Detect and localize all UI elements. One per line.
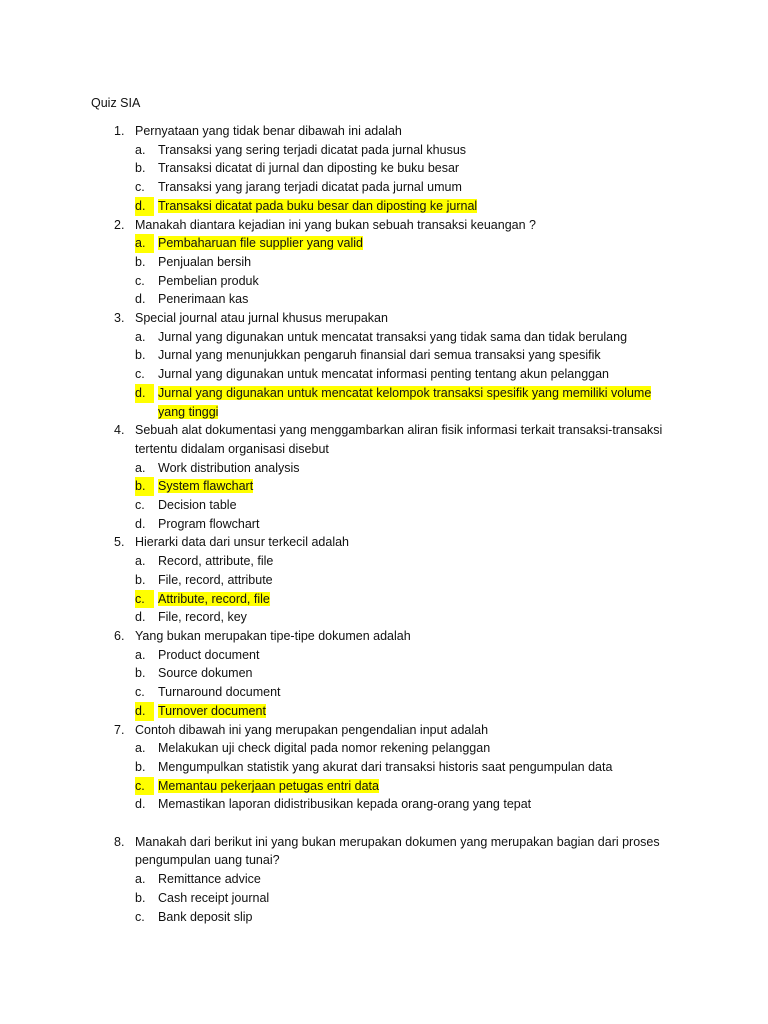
answer-option [0, 159, 768, 178]
question-number: 6. [114, 628, 125, 643]
option-text: Transaksi yang jarang terjadi dicatat pada jurnal umum [158, 180, 462, 195]
option-letter: b. [135, 666, 146, 681]
answer-option [0, 646, 768, 665]
question-text: Hierarki data dari unsur terkecil adalah [135, 535, 349, 550]
option-text: File, record, attribute [158, 572, 273, 587]
question-text: Manakah dari berikut ini yang bukan merupakan dokumen yang merupakan bagian dari proses pengumpulan uang tunai? [135, 834, 660, 868]
option-text: Memantau pekerjaan petugas entri data [158, 778, 379, 793]
option-letter: c. [135, 590, 154, 609]
option-text: Pembaharuan file supplier yang valid [158, 236, 363, 251]
answer-option-highlighted [0, 590, 768, 609]
blank-line [0, 814, 768, 833]
option-text: Turnaround document [158, 685, 281, 700]
option-text: Bank deposit slip [158, 909, 253, 924]
answer-option-highlighted [0, 477, 768, 496]
answer-option [0, 496, 768, 515]
option-text: File, record, key [158, 610, 247, 625]
option-letter: a. [135, 234, 154, 253]
answer-option-highlighted [0, 702, 768, 721]
option-letter: a. [135, 872, 146, 887]
option-text: Jurnal yang digunakan untuk mencatat informasi penting tentang akun pelanggan [158, 367, 610, 382]
answer-option [0, 889, 768, 908]
answer-option [0, 253, 768, 272]
question-line [0, 122, 768, 141]
question-text: Pernyataan yang tidak benar dibawah ini adalah [135, 124, 402, 138]
question-text: Special journal atau jurnal khusus merupakan [135, 311, 388, 326]
question-item [0, 421, 768, 533]
question-number: 2. [114, 217, 125, 232]
option-letter: a. [135, 142, 146, 157]
option-text: Pembelian produk [158, 273, 259, 288]
answer-option [0, 664, 768, 683]
option-letter: c. [135, 777, 154, 796]
option-letter: d. [135, 384, 154, 403]
option-letter: d. [135, 197, 154, 216]
option-letter: c. [135, 498, 145, 513]
answer-option [0, 141, 768, 160]
option-text: Transaksi dicatat di jurnal dan diposting ke buku besar [158, 161, 460, 176]
option-letter: b. [135, 348, 146, 363]
question-line [0, 533, 768, 552]
question-item [0, 533, 768, 627]
question-number: 3. [114, 311, 125, 326]
answer-option [0, 515, 768, 534]
question-line [0, 309, 768, 328]
option-text: System flawchart [158, 479, 254, 494]
option-letter: c. [135, 909, 145, 924]
option-text: Turnover document [158, 703, 266, 718]
option-letter: d. [135, 797, 146, 812]
option-text: Product document [158, 647, 260, 662]
question-item [0, 122, 768, 216]
option-letter: a. [135, 460, 146, 475]
question-item [0, 216, 768, 310]
answer-option-highlighted [0, 197, 768, 216]
option-letter: d. [135, 292, 146, 307]
question-text: Yang bukan merupakan tipe-tipe dokumen adalah [135, 628, 411, 643]
option-text: Source dokumen [158, 666, 253, 681]
option-letter: d. [135, 610, 146, 625]
answer-option [0, 908, 768, 927]
answer-option [0, 178, 768, 197]
option-letter: b. [135, 254, 146, 269]
option-text: Penjualan bersih [158, 254, 252, 269]
option-letter: a. [135, 329, 146, 344]
question-number: 1. [114, 124, 125, 138]
answer-option [0, 870, 768, 889]
option-text: Cash receipt journal [158, 890, 270, 905]
question-number: 8. [114, 834, 125, 849]
answer-option [0, 459, 768, 478]
option-letter: b. [135, 161, 146, 176]
answer-option [0, 346, 768, 365]
option-letter: b. [135, 759, 146, 774]
option-letter: c. [135, 273, 145, 288]
option-text: Jurnal yang menunjukkan pengaruh finansial dari semua transaksi yang spesifik [158, 348, 601, 363]
option-letter: a. [135, 741, 146, 756]
option-letter: a. [135, 647, 146, 662]
answer-option [0, 365, 768, 384]
quiz-question-list [0, 122, 768, 926]
option-letter: b. [135, 890, 146, 905]
option-text: Jurnal yang digunakan untuk mencatat kelompok transaksi spesifik yang memiliki volume yang tinggi [158, 385, 652, 419]
option-text: Transaksi yang sering terjadi dicatat pada jurnal khusus [158, 142, 467, 157]
option-letter: c. [135, 685, 145, 700]
option-letter: c. [135, 180, 145, 195]
question-text: Contoh dibawah ini yang merupakan pengendalian input adalah [135, 722, 489, 737]
option-letter: d. [135, 702, 154, 721]
answer-option-highlighted [0, 777, 768, 796]
answer-option [0, 552, 768, 571]
question-line [0, 833, 768, 870]
question-item [0, 309, 768, 421]
answer-option [0, 290, 768, 309]
answer-option [0, 571, 768, 590]
answer-option [0, 683, 768, 702]
question-item [0, 721, 768, 815]
option-text: Remittance advice [158, 872, 261, 887]
option-text: Program flowchart [158, 516, 260, 531]
option-letter: b. [135, 572, 146, 587]
answer-option [0, 795, 768, 814]
answer-option [0, 272, 768, 291]
question-item [0, 627, 768, 721]
option-text: Record, attribute, file [158, 554, 274, 569]
question-line [0, 627, 768, 646]
option-text: Mengumpulkan statistik yang akurat dari transaksi historis saat pengumpulan data [158, 759, 613, 774]
answer-option [0, 328, 768, 347]
question-number: 4. [114, 423, 125, 438]
option-text: Memastikan laporan didistribusikan kepada orang-orang yang tepat [158, 797, 532, 812]
question-line [0, 216, 768, 235]
question-number: 7. [114, 722, 125, 737]
answer-option-highlighted [0, 234, 768, 253]
option-letter: c. [135, 367, 145, 382]
answer-option-highlighted [0, 384, 768, 421]
option-text: Attribute, record, file [158, 591, 270, 606]
option-letter: a. [135, 554, 146, 569]
question-line [0, 421, 768, 458]
question-number: 5. [114, 535, 125, 550]
answer-option [0, 739, 768, 758]
question-item [0, 833, 768, 927]
option-letter: d. [135, 516, 146, 531]
option-text: Penerimaan kas [158, 292, 249, 307]
question-text: Manakah diantara kejadian ini yang bukan sebuah transaksi keuangan ? [135, 217, 536, 232]
answer-option [0, 758, 768, 777]
option-text: Melakukan uji check digital pada nomor rekening pelanggan [158, 741, 491, 756]
question-text: Sebuah alat dokumentasi yang menggambarkan aliran fisik informasi terkait transaksi-transaksi tertentu didalam organisasi disebut [135, 423, 663, 456]
option-text: Transaksi dicatat pada buku besar dan diposting ke jurnal [158, 198, 478, 213]
answer-option [0, 608, 768, 627]
page-title: Quiz SIA [91, 96, 141, 110]
option-text: Jurnal yang digunakan untuk mencatat transaksi yang tidak sama dan tidak berulang [158, 329, 628, 344]
option-letter: b. [135, 477, 154, 496]
option-text: Work distribution analysis [158, 460, 300, 475]
question-line [0, 721, 768, 740]
option-text: Decision table [158, 498, 237, 513]
